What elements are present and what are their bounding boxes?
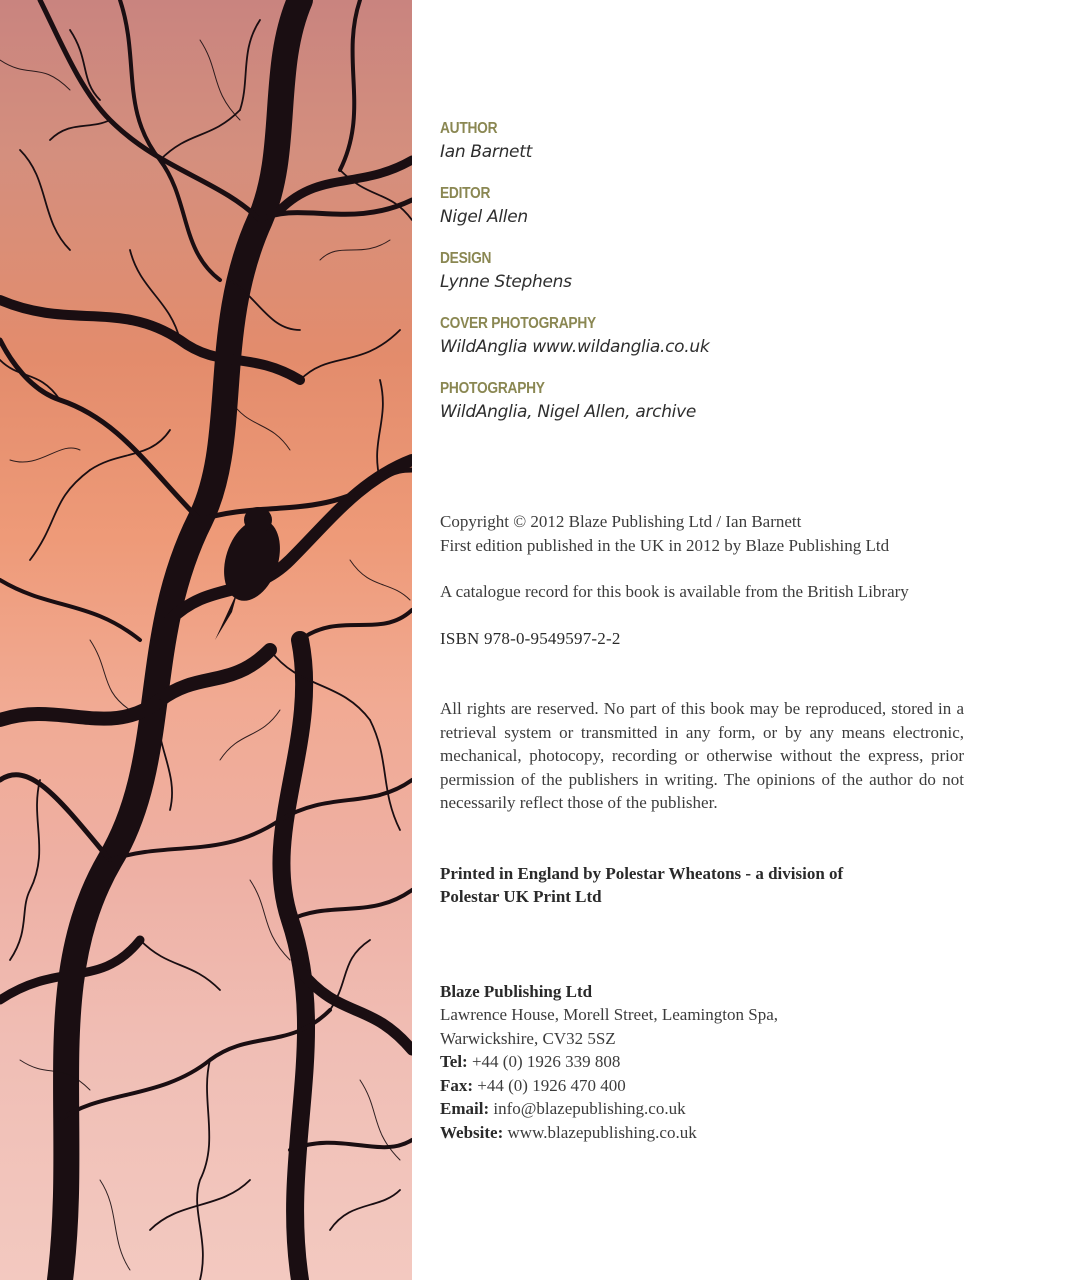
isbn: ISBN 978-0-9549597-2-2: [440, 628, 621, 648]
credit-label: COVER PHOTOGRAPHY: [440, 315, 596, 332]
credit-value: WildAnglia, Nigel Allen, archive: [440, 402, 697, 422]
credit-label: AUTHOR: [440, 120, 498, 137]
credit-value: Ian Barnett: [440, 142, 532, 162]
cover-photo-tree-silhouette: [0, 0, 412, 1280]
credit-author: [440, 118, 964, 164]
tel-row: [440, 1050, 964, 1074]
credit-photography: [440, 378, 964, 424]
website-label: Website:: [440, 1122, 504, 1142]
credit-value: Lynne Stephens: [440, 272, 572, 292]
credit-cover-photography: [440, 313, 964, 359]
printer-line: Printed in England by Polestar Wheatons - a division of: [440, 863, 844, 883]
rights-notice: All rights are reserved. No part of this book may be reproduced, stored in a retrieval system or transmitted in any form, or by any means electronic, mechanical, photocopy, recording or otherwise without the express, prior permission of the publishers in writing. The opinions of the author do not necessarily reflect those of the publisher.: [440, 699, 964, 812]
copyright-block: [440, 510, 964, 557]
address-line: Lawrence House, Morell Street, Leamington Spa,: [440, 1005, 779, 1024]
fax-label: Fax:: [440, 1075, 474, 1095]
email-label: Email:: [440, 1099, 490, 1118]
copyright-line: Copyright © 2012 Blaze Publishing Ltd / Ian Barnett: [440, 512, 802, 531]
credit-design: [440, 248, 964, 294]
printer-line: Polestar UK Print Ltd: [440, 887, 602, 906]
catalogue-note: A catalogue record for this book is available from the British Library: [440, 582, 909, 601]
tel-value: +44 (0) 1926 339 808: [471, 1052, 621, 1071]
printer-info: [440, 862, 964, 909]
credit-editor: [440, 183, 964, 229]
publisher-name: Blaze Publishing Ltd: [440, 981, 593, 1001]
tree-branches-graphic: [0, 0, 412, 1280]
credit-label: PHOTOGRAPHY: [440, 380, 545, 397]
address-line: Warwickshire, CV32 5SZ: [440, 1028, 616, 1048]
first-edition-line: First edition published in the UK in 2012 by Blaze Publishing Ltd: [440, 535, 890, 555]
fax-row: [440, 1074, 964, 1098]
credit-label: DESIGN: [440, 250, 492, 267]
email-value: info@blazepublishing.co.uk: [493, 1099, 686, 1118]
fax-value: +44 (0) 1926 470 400: [477, 1075, 626, 1095]
website-value: www.blazepublishing.co.uk: [507, 1122, 697, 1142]
publisher-contact: [440, 980, 964, 1145]
credit-label: EDITOR: [440, 185, 491, 202]
website-row: [440, 1121, 964, 1145]
credit-value: Nigel Allen: [440, 207, 528, 227]
email-row: [440, 1097, 964, 1121]
credit-value: WildAnglia www.wildanglia.co.uk: [440, 337, 710, 357]
imprint-content: [440, 118, 964, 1144]
tel-label: Tel:: [440, 1052, 468, 1071]
